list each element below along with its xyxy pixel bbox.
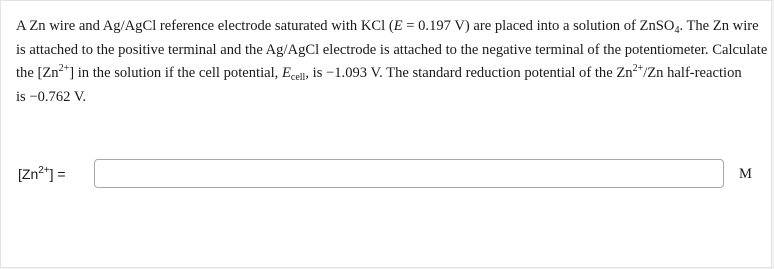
question-text-segment: ] in the solution if the cell potential, — [69, 65, 282, 81]
question-line-1 — [16, 15, 761, 39]
superscript: 2+ — [632, 63, 644, 74]
potential-symbol: E — [393, 18, 403, 34]
question-line-3 — [16, 62, 761, 86]
subscript: 4 — [674, 25, 680, 36]
question-text-segment: the [Zn — [16, 65, 59, 81]
question-text-segment: . The Zn wire — [679, 18, 759, 34]
subscript: cell — [290, 72, 306, 83]
superscript: 2+ — [38, 165, 50, 176]
answer-label-text: ] = — [49, 166, 66, 182]
question-text-segment: /Zn half-reaction — [643, 65, 742, 81]
potential-symbol: E — [281, 65, 291, 81]
superscript: 2+ — [58, 63, 70, 74]
question-text — [16, 15, 768, 109]
question-text-segment: A Zn wire and Ag/AgCl reference electrode saturated with KCl ( — [16, 18, 394, 34]
answer-input[interactable] — [94, 159, 724, 188]
question-text-segment: = 0.197 V) are placed into a solution of ZnSO — [402, 18, 675, 34]
question-text-segment: , is −1.093 V. The standard reduction potential of the Zn — [305, 65, 633, 81]
answer-label — [18, 165, 66, 183]
answer-label-text: [Zn — [18, 166, 39, 182]
question-line-4: is −0.762 V. — [16, 88, 87, 105]
unit-label: M — [739, 166, 752, 182]
question-line-2: is attached to the positive terminal and the Ag/AgCl electrode is attached to the negative terminal of the potentiometer. Calculate — [16, 41, 768, 58]
